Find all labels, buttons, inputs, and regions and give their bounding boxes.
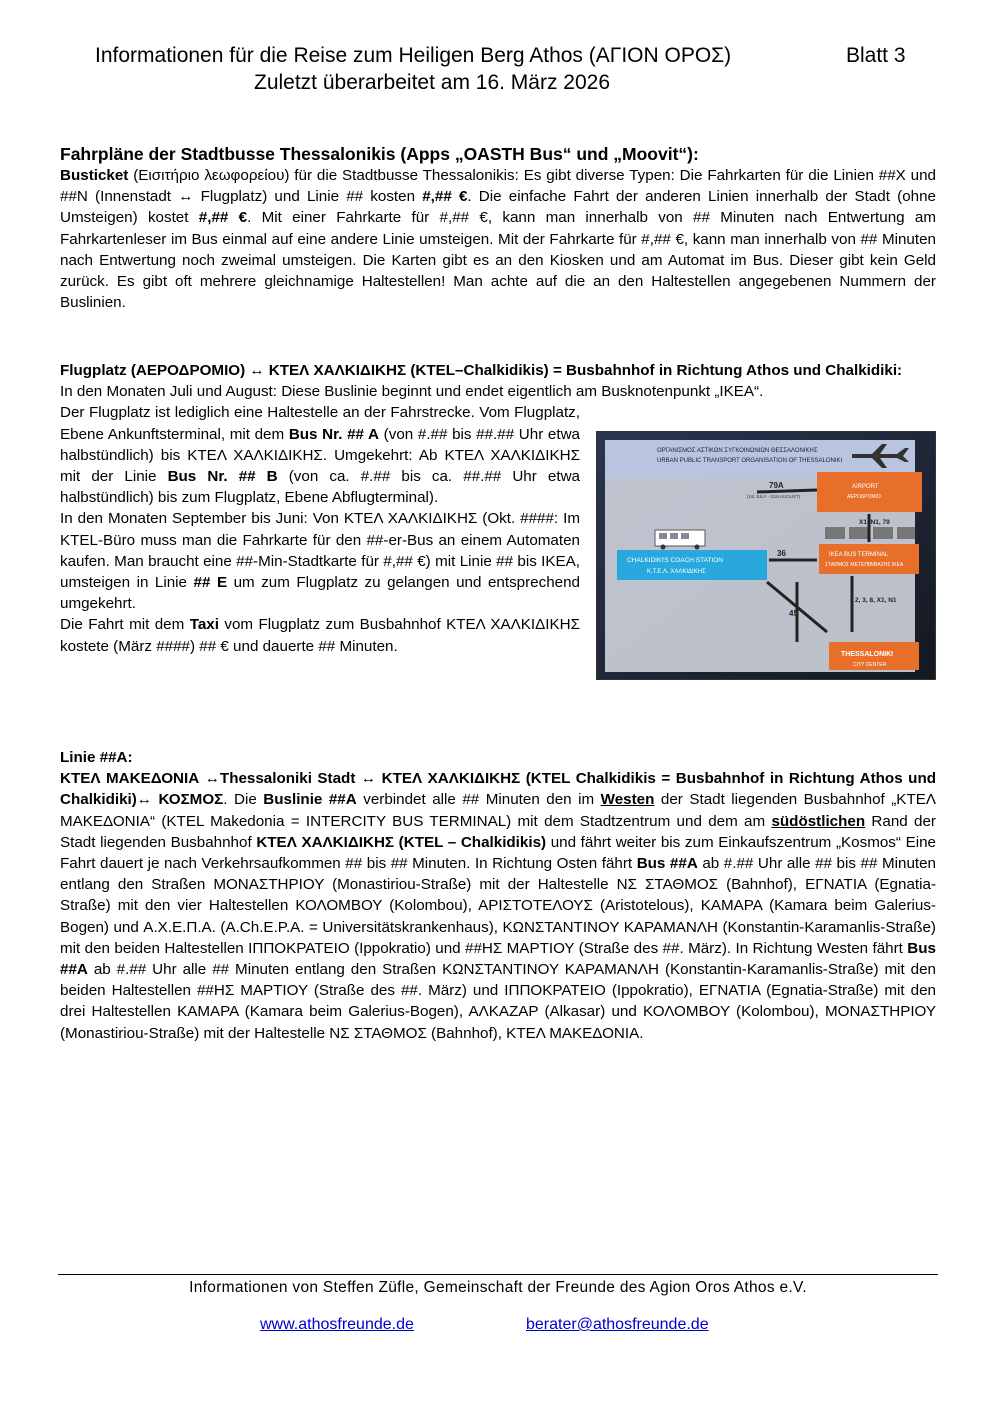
sign-line-36: 36 bbox=[777, 549, 786, 558]
bus-line: Buslinie ##A bbox=[263, 791, 357, 809]
paragraph bbox=[60, 402, 580, 508]
sign-banner-en: URBAN PUBLIC TRANSPORT ORGANISATION OF THESSALONIKI bbox=[657, 458, 843, 464]
sign-line-79a-note: (1st JULY - 31st AUGUST) bbox=[747, 494, 801, 499]
sign-line-79a: 79A bbox=[769, 481, 784, 490]
sign-city-center: CITY CENTER bbox=[853, 662, 887, 668]
website-link[interactable]: www.athosfreunde.de bbox=[260, 1316, 414, 1333]
sign-coach-station-gr: Κ.Τ.Ε.Λ. ΧΑΛΚΙΔΙΚΗΣ bbox=[647, 569, 706, 575]
section-heading: Linie ##A: bbox=[60, 749, 133, 766]
taxi: Taxi bbox=[189, 616, 219, 634]
price: #,## € bbox=[198, 209, 248, 227]
sheet-number: Blatt 3 bbox=[846, 44, 906, 67]
route-title: ΚΤΕΛ ΜΑΚΕΔΟΝΙΑ ↔Thessaloniki Stadt ↔ ΚΤΕΛ ΧΑΛΚΙΔΙΚΗΣ (KTEL Chalkidikis = Busbahnhof in Richtung Athos und Chalkidiki)↔ ΚΟΣΜΟΣ bbox=[60, 770, 936, 809]
price: #,## € bbox=[422, 188, 468, 206]
direction-west: Westen bbox=[600, 791, 655, 809]
sign-thessaloniki: THESSALONIKI bbox=[841, 651, 894, 658]
bus-number: Bus Nr. ## B bbox=[167, 468, 278, 486]
paragraph bbox=[60, 768, 936, 1044]
text: . Die einfache Fahrt der anderen Linien innerhalb der Stadt (ohne Umsteigen) kostet bbox=[60, 188, 936, 227]
bold-lead: Busticket bbox=[60, 167, 129, 184]
text: ab #.## Uhr alle ## bis ## Minuten entlang den Straßen ΜΟΝΑΣΤΗΡΙΟΥ (Monastiriou-Straße) mit der Haltestelle ΝΣ ΣΤΑΘΜΟΣ (Bahnhof), ΕΓΝΑΤΙΑ (Egnatia-Straße) mit den vier Haltestellen ΚΟΛΟΜΒΟΥ (Kolombou), ΑΡΙΣΤΟΤΕΛΟΥΣ (Aristotelous), ΚΑΜΑΡΑ (Kamara beim Galerius-Bogen) und Α.Χ.Ε.Π.Α. (A.Ch.E.P.A. = Universitätskrankenhaus), ΚΩΝΣΤΑΝΤΙΝΟΥ ΚΑΡΑΜΑΝΛΗ (Konstantin-Karamanlis-Straße) mit den beiden Haltestellen ΙΠΠΟΚΡΑΤΕΙΟ (Ippokratio) und ##ΗΣ ΜΑΡΤΙΟΥ (Straße des ##. März). In Richtung Westen fährt bbox=[60, 855, 936, 957]
sign-coach-station: CHALKIDIKI'S COACH STATION bbox=[627, 557, 723, 564]
sign-airport: AIRPORT bbox=[852, 484, 879, 490]
bus-line: Bus ##A bbox=[636, 855, 698, 873]
sign-lines-center: 2, 3, 8, X1, N1 bbox=[855, 597, 897, 604]
route-sign-photo bbox=[596, 431, 936, 680]
sign-banner-gr: ΟΡΓΑΝΙΣΜΟΣ ΑΣΤΙΚΩΝ ΣΥΓΚΟΙΝΩΝΙΩΝ ΘΕΣΣΑΛΟΝΙΚΗΣ bbox=[657, 448, 818, 454]
section-heading: Fahrpläne der Stadtbusse Thessalonikis (Apps „OASTH Bus“ und „Moovit“): bbox=[60, 144, 699, 164]
page-title: Informationen für die Reise zum Heiligen Berg Athos (ΑΓΙΟΝ ΟΡΟΣ) bbox=[95, 44, 732, 67]
text: (Εισιτήριο λεωφορείου) für die Stadtbusse Thessalonikis: Es gibt diverse Typen: Die Fahrkarten für die Linien ##X und ##N (Innenstadt ↔ Flugplatz) und Linie ## kosten bbox=[60, 167, 936, 206]
footer-info: Informationen von Steffen Züfle, Gemeinschaft der Freunde des Agion Oros Athos e.V. bbox=[189, 1279, 807, 1296]
ktel-name: ΚΤΕΛ ΧΑΛΚΙΔΙΚΗΣ (KTEL – Chalkidikis) bbox=[256, 833, 547, 851]
text: Rand der Stadt liegenden Busbahnhof bbox=[60, 812, 936, 851]
text: . Mit einer Fahrkarte für #,## €, kann man innerhalb von ## Minuten nach Entwertung am Fahrkartenleser im Bus einmal auf eine andere Linie umsteigen. Mit der Fahrkarte für #,## €, kann man innerhalb von ## Minuten nach Entwertung noch zweimal umsteigen. Die Karten gibt es an den Kiosken und am Automat im Bus. Dieser gibt kein Geld zurück. Es gibt oft mehrere gleichnamige Haltestellen! Man achte auf die an den Haltestellen angegebenen Nummern der Buslinien. bbox=[60, 209, 936, 312]
paragraph-intro: In den Monaten Juli und August: Diese Buslinie beginnt und endet eigentlich am Busknotenpunkt „IKEA“. bbox=[60, 383, 764, 401]
text: (von ca. #.## bis ca. ##.## Uhr etwa halbstündlich) bis zum Flugplatz, Ebene Abflugterminal). bbox=[60, 468, 580, 507]
email-link[interactable]: berater@athosfreunde.de bbox=[526, 1316, 709, 1333]
paragraph bbox=[60, 508, 580, 614]
text: ab #.## Uhr alle ## Minuten entlang den Straßen ΚΩΝΣΤΑΝΤΙΝΟΥ ΚΑΡΑΜΑΝΛΗ (Konstantin-Karamanlis-Straße) mit den beiden Haltestellen ##ΗΣ ΜΑΡΤΙΟΥ (Straße des ##. März) und ΙΠΠΟΚΡΑΤΕΙΟ (Ippokratio), ΕΓΝΑΤΙΑ (Egnatia-Straße) mit den drei Haltestellen ΚΑΜΑΡΑ (Kamara beim Galerius-Bogen), ΑΛΚΑΖΑΡ (Alkasar) und ΚΟΛΟΜΒΟΥ (Kolombou), ΜΟΝΑΣΤΗΡΙΟΥ (Monastiriou-Straße) mit der Haltestelle ΝΣ ΣΤΑΘΜΟΣ (Bahnhof), ΚΤΕΛ ΜΑΚΕΔΟΝΙΑ. bbox=[60, 961, 936, 1042]
section-bus-tickets bbox=[60, 143, 936, 313]
text: vom Flugplatz zum Busbahnhof ΚΤΕΛ ΧΑΛΚΙΔΙΚΗΣ kostete (März ####) ## € und dauerte ## Minuten. bbox=[60, 616, 581, 655]
direction-southeast: südöstlichen bbox=[771, 812, 866, 830]
text: Der Flugplatz ist lediglich eine Haltestelle an der Fahrstrecke. Vom Flugplatz, Ebene Ankunftsterminal, mit dem bbox=[60, 404, 580, 443]
section-heading: Flugplatz (ΑΕΡΟΔΡΟΜΙΟ) ↔ ΚΤΕΛ ΧΑΛΚΙΔΙΚΗΣ (KTEL–Chalkidikis) = Busbahnhof in Richtung Athos und Chalkidiki: bbox=[60, 362, 903, 379]
sign-airport-gr: ΑΕΡΟΔΡΟΜΙΟ bbox=[847, 494, 881, 500]
bus-number: ## E bbox=[193, 574, 228, 592]
bus-number: Bus Nr. ## A bbox=[288, 425, 380, 443]
paragraph bbox=[60, 165, 936, 313]
sign-line-x1-n1-79: X1, N1, 79 bbox=[859, 519, 890, 526]
section-line-a bbox=[60, 747, 936, 1044]
sign-line-45: 45 bbox=[789, 609, 798, 618]
sign-ikea: IKEA BUS TERMINAL bbox=[829, 552, 889, 558]
paragraph bbox=[60, 614, 580, 656]
footer-divider bbox=[58, 1274, 938, 1275]
text: Die Fahrt mit dem bbox=[60, 616, 190, 634]
text: In den Monaten September bis Juni: Von ΚΤΕΛ ΧΑΛΚΙΔΙΚΗΣ (Okt. ####: Im KTEL-Büro muss man die Fahrkarte für den ##-er-Bus an einem Automaten kaufen. Man braucht eine ##-Min-Stadtkarte für #,## €) mit Linie ## bis IKEA, umsteigen in Linie bbox=[60, 510, 580, 592]
sign-ikea-gr: ΣΤΑΘΜΟΣ ΜΕΤΕΠΙΒΙΒΑΣΗΣ ΙΚΕΑ bbox=[825, 562, 904, 568]
text: um zum Flugplatz zu gelangen und entsprechend umgekehrt. bbox=[60, 574, 581, 613]
last-updated: Zuletzt überarbeitet am 16. März 2026 bbox=[254, 71, 611, 94]
text: verbindet alle ## Minuten den im bbox=[356, 791, 601, 809]
text: . Die bbox=[223, 791, 264, 809]
text: und fährt weiter bis zum Einkaufszentrum „Kosmos“ Eine Fahrt dauert je nach Verkehrsaufkommen ## bis ## Minuten. In Richtung Osten fährt bbox=[60, 833, 936, 873]
text: der Stadt liegenden Busbahnhof „ΚΤΕΛ ΜΑΚΕΔΟΝΙΑ“ (KTEL Makedonia = INTERCITY BUS TERMINAL) mit dem Stadtzentrum und dem am bbox=[60, 791, 936, 830]
text: (von #.## bis ##.## Uhr etwa halbstündlich) bis ΚΤΕΛ ΧΑΛΚΙΔΙΚΗΣ. Umgekehrt: Ab ΚΤΕΛ ΧΑΛΚΙΔΙΚΗΣ mit der Linie bbox=[60, 425, 580, 486]
bus-line: Bus ##A bbox=[60, 939, 936, 979]
